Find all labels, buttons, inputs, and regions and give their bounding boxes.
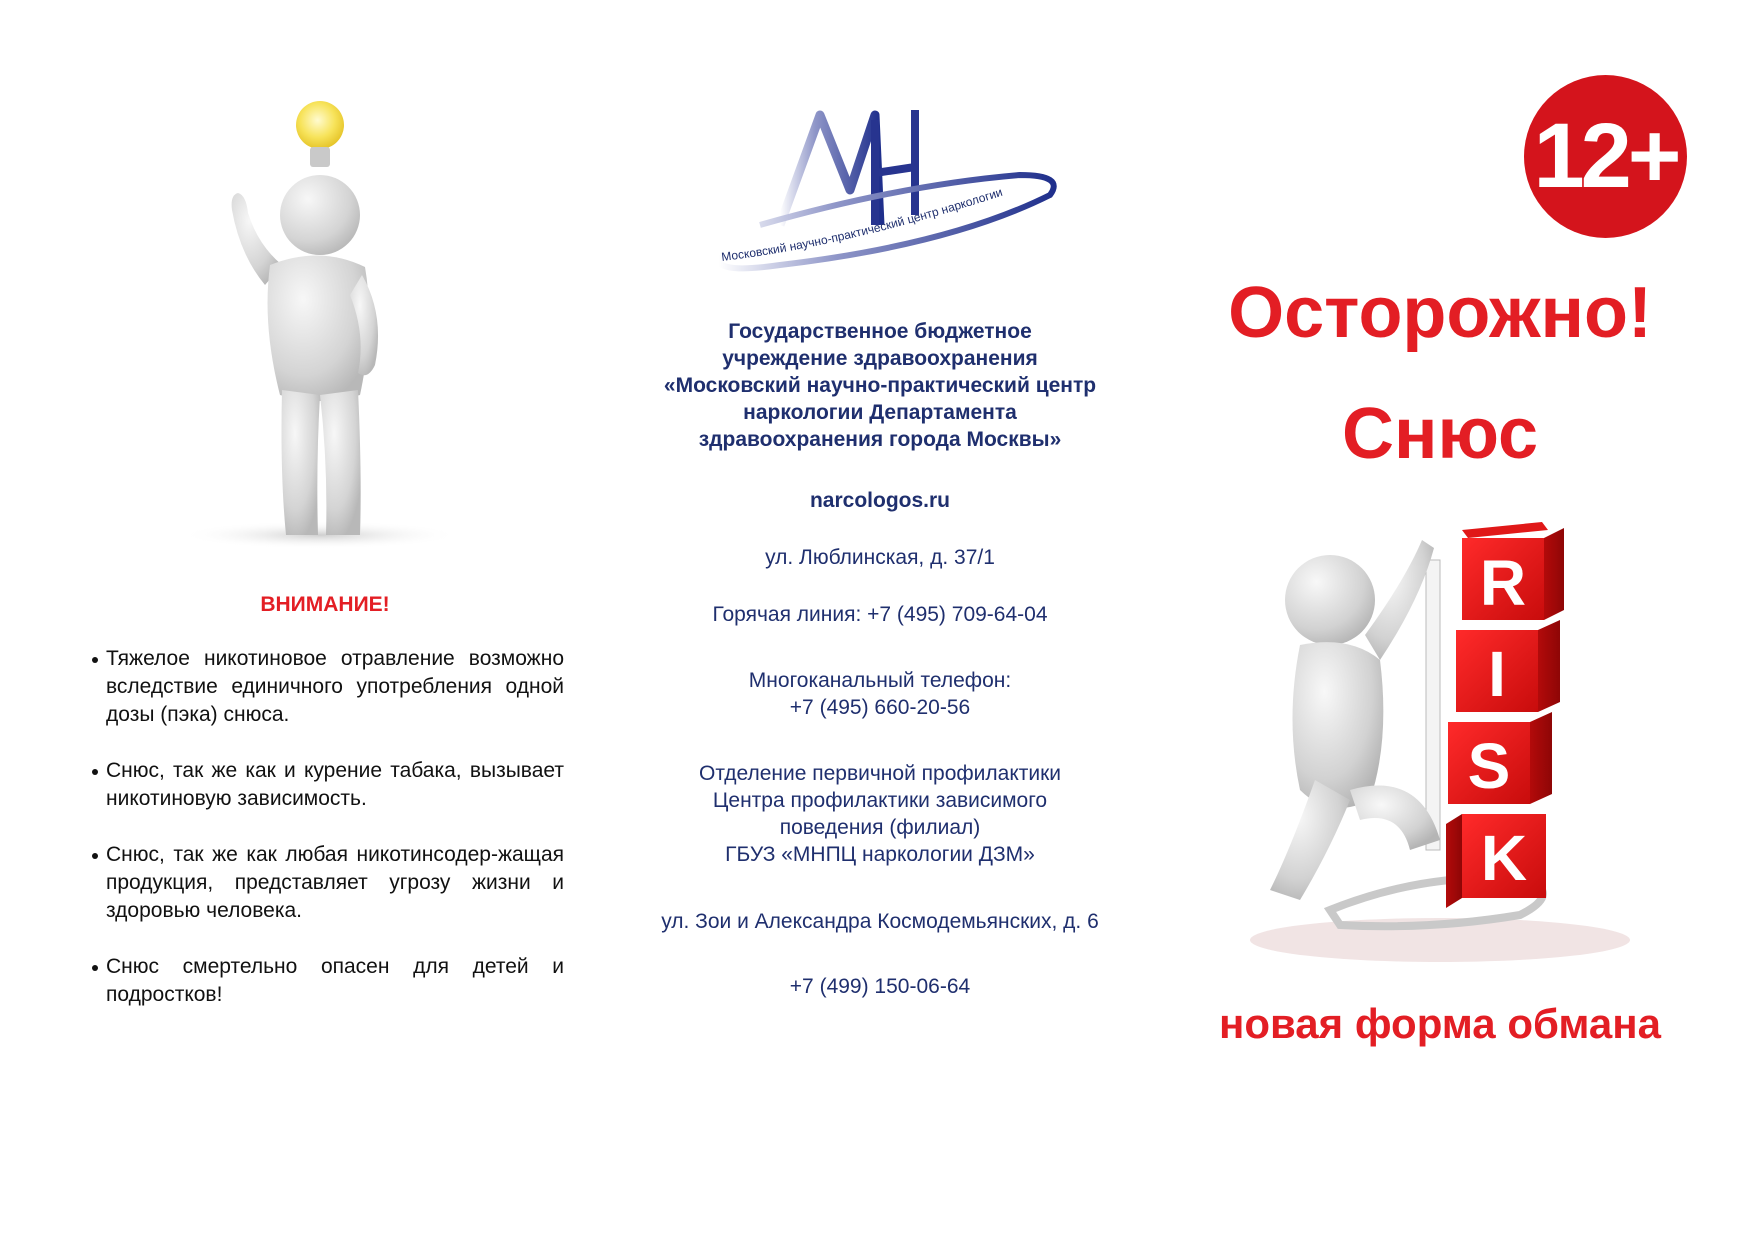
headline-warning: Осторожно! [1228, 273, 1652, 353]
org-line: наркологии Департамента [743, 401, 1017, 424]
org-line: здравоохранения города Москвы» [698, 428, 1062, 451]
warning-list [88, 645, 564, 1037]
multichannel-number: +7 (495) 660-20-56 [789, 696, 971, 719]
list-item: Снюс, так же как любая никотинсодер-жащая продукция, представляет угрозу жизни и здоровью человека. [88, 841, 564, 925]
attention-heading: ВНИМАНИЕ! [260, 593, 390, 616]
dept-line: поведения (филиал) [779, 816, 981, 839]
risk-blocks-illustration [1230, 520, 1650, 970]
risk-letter: I [1488, 638, 1506, 710]
website-link[interactable]: narcologos.ru [809, 489, 951, 512]
list-item: Тяжелое никотиновое отравление возможно вследствие единичного употребления одной дозы (пэка) снюса. [88, 645, 564, 729]
list-item: Снюс, так же как и курение табака, вызывает никотиновую зависимость. [88, 757, 564, 813]
mnpc-logo [700, 75, 1060, 275]
multichannel-phone [610, 667, 1150, 721]
multichannel-label: Многоканальный телефон: [748, 669, 1012, 692]
risk-letter: K [1480, 822, 1528, 894]
org-name [610, 318, 1150, 453]
risk-letter: R [1479, 547, 1527, 619]
lightbulb-icon [296, 101, 344, 149]
dept-line: ГБУЗ «МНПЦ наркологии ДЗМ» [725, 843, 1035, 866]
org-line: «Московский научно-практический центр [663, 374, 1097, 397]
org-line: Государственное бюджетное [728, 320, 1032, 343]
dept-line: Центра профилактики зависимого [712, 789, 1048, 812]
age-rating-badge: 12+ [1524, 75, 1687, 238]
department-info [610, 760, 1150, 868]
hotline-phone: Горячая линия: +7 (495) 709-64-04 [712, 603, 1048, 626]
risk-letter: S [1467, 730, 1511, 802]
logo-ring-text: Московский научно-практический центр наркологии [720, 184, 1005, 265]
branch-phone: +7 (499) 150-06-64 [789, 975, 971, 998]
tagline: новая форма обмана [1219, 1000, 1661, 1047]
address-main: ул. Люблинская, д. 37/1 [765, 546, 995, 569]
headline-subject: Снюс [1341, 394, 1539, 474]
org-line: учреждение здравоохранения [722, 347, 1038, 370]
thinking-figure-illustration [170, 95, 500, 555]
dept-line: Отделение первичной профилактики [698, 762, 1062, 785]
address-branch: ул. Зои и Александра Космодемьянских, д. 6 [661, 910, 1099, 933]
list-item: Снюс смертельно опасен для детей и подростков! [88, 953, 564, 1009]
